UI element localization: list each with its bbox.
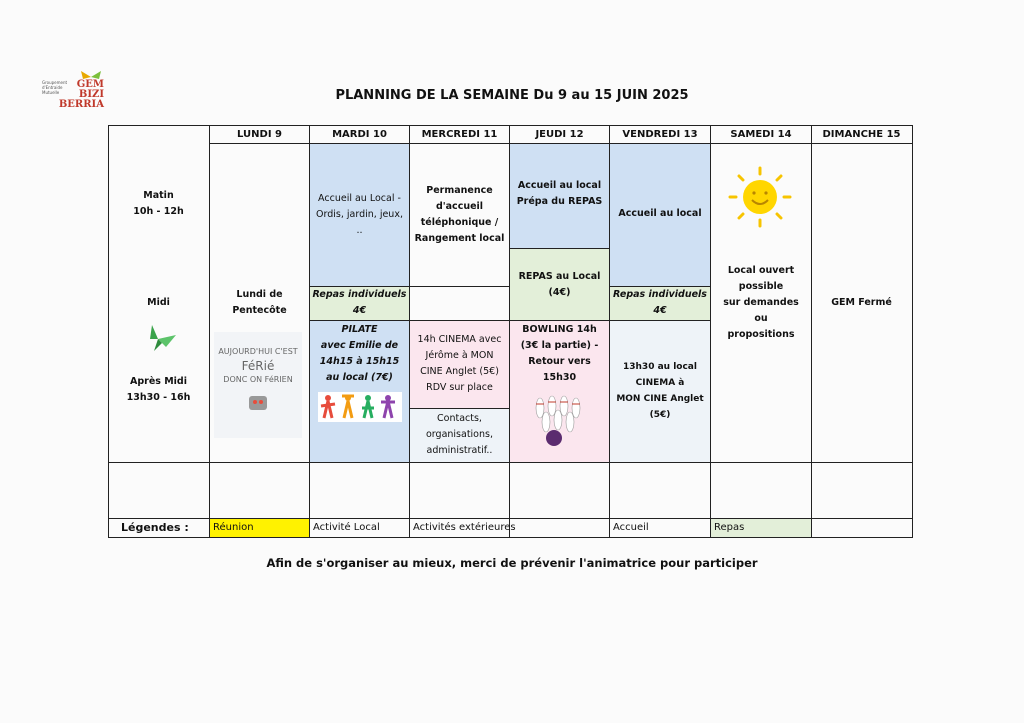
legend-label: Légendes : [121,521,189,534]
day-header-dimanche: DIMANCHE 15 [822,129,901,140]
legend-activites-exterieures: Activités extérieures [413,522,516,533]
day-header-vendredi: VENDREDI 13 [622,129,698,140]
footer-note: Afin de s'organiser au mieux, merci de prévenir l'animatrice pour participer [266,556,758,570]
time-midi: Midi [147,297,170,308]
logo-berria: BERRIA [58,99,104,110]
mercredi-aprem-cell: 14h CINEMA avec Jérôme à MON CINE Anglet (5€) RDV sur place [410,320,509,408]
page-title: PLANNING DE LA SEMAINE Du 9 au 15 JUIN 2025 [335,88,689,103]
jeudi-matin-cell: Accueil au local Prépa du REPAS [510,144,609,248]
logo-gem: GEM [76,79,104,90]
day-header-lundi: LUNDI 9 [237,129,282,140]
day-header-samedi: SAMEDI 14 [730,129,792,140]
dimanche-text: GEM Fermé [831,297,892,308]
day-header-mercredi: MERCREDI 11 [421,129,498,140]
legend-repas: Repas [711,519,811,537]
legend-reunion: Réunion [210,519,309,537]
time-apres-midi: Après Midi 13h30 - 16h [126,376,191,403]
jeudi-aprem-cell: BOWLING 14h (3€ la partie) - Retour vers 15h30 [510,320,609,462]
legend-activite-local: Activité Local [313,522,380,533]
mercredi-matin-cell: Permanence d'accueil téléphonique / Rangement local [414,185,505,244]
mardi-midi-cell: Repas individuels 4€ [310,286,409,320]
jeudi-midi-cell: REPAS au Local (4€) [510,249,609,320]
mardi-matin-cell: Accueil au Local - Ordis, jardin, jeux, .. [310,144,409,286]
time-matin: Matin 10h - 12h [133,190,184,217]
mardi-aprem-cell: PILATE avec Emilie de 14h15 à 15h15 au local (7€) [310,320,409,462]
planning-table [108,125,913,538]
samedi-text: Local ouvert possible sur demandes ou propositions [723,265,799,340]
lundi-text: Lundi de Pentecôte [232,289,287,316]
day-header-jeudi: JEUDI 12 [535,129,584,140]
mercredi-admin-cell: Contacts, organisations, administratif.. [410,408,509,462]
logo-bizi: BIZI [78,89,104,100]
day-header-mardi: MARDI 10 [332,129,387,140]
vendredi-midi-cell: Repas individuels 4€ [610,286,710,320]
ferie-image: AUJOURD'HUI C'EST FéRié DONC ON FéRIEN [214,332,302,438]
vendredi-matin-cell: Accueil au local [610,144,710,286]
vendredi-aprem-cell: 13h30 au local CINEMA à MON CINE Anglet (5€) [610,320,710,462]
legend-accueil: Accueil [613,522,649,533]
logo-tagline: Groupement d'Entraide Mutuelle [42,80,68,95]
